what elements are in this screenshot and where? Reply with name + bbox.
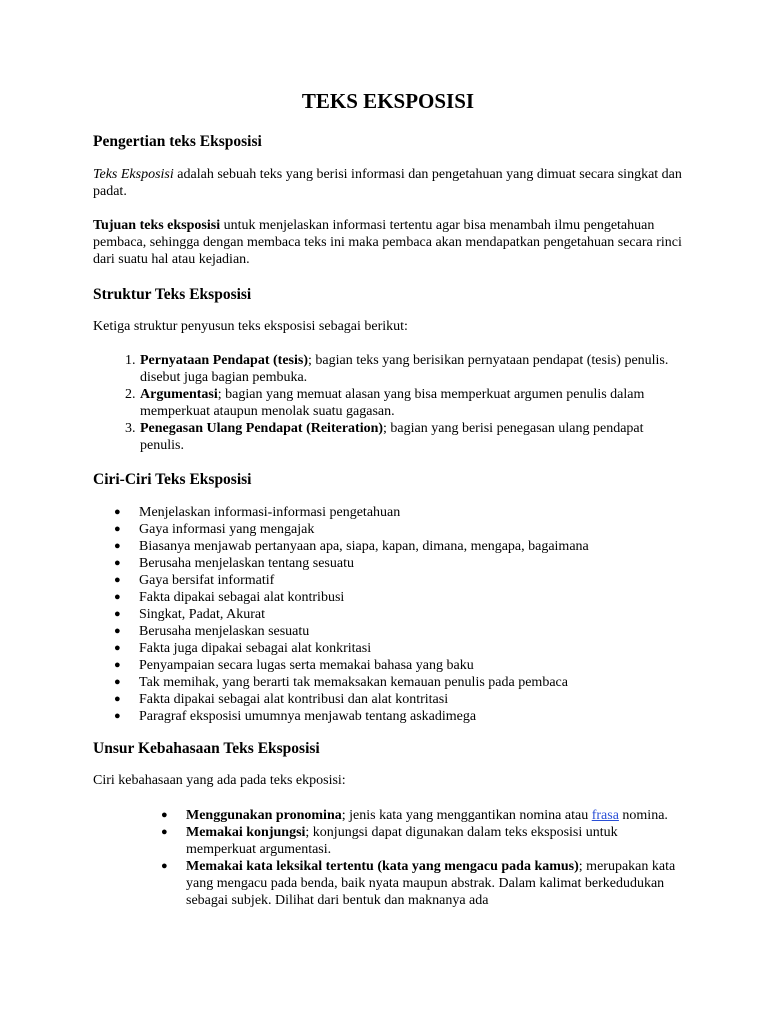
struktur-intro: Ketiga struktur penyusun teks eksposisi sebagai berikut: bbox=[93, 319, 408, 334]
bullet-icon: ● bbox=[114, 608, 121, 620]
bullet-icon: ● bbox=[114, 693, 121, 705]
paragraph-purpose: Tujuan teks eksposisi untuk menjelaskan informasi tertentu agar bisa menambah ilmu pengetahuan pembaca, sehingga dengan membaca teks ini maka pembaca akan mendapatkan pengetahuan secara rinci dari suatu hal atau kejadian. bbox=[93, 218, 682, 267]
list-item: ● Fakta juga dipakai sebagai alat konkritasi bbox=[114, 641, 372, 656]
bullet-icon: ● bbox=[161, 809, 168, 821]
struktur-item: 3. Penegasan Ulang Pendapat (Reiteration); bagian yang berisi penegasan ulang pendapat penulis. bbox=[139, 420, 683, 454]
bullet-icon: ● bbox=[114, 659, 121, 671]
struktur-item: 1. Pernyataan Pendapat (tesis); bagian teks yang berisikan pernyataan pendapat (tesis) penulis. disebut juga bagian pembuka. bbox=[139, 352, 683, 386]
struktur-list bbox=[93, 352, 683, 454]
ciri-list bbox=[93, 504, 683, 725]
list-item: ● Paragraf eksposisi umumnya menjawab tentang askadimega bbox=[114, 709, 477, 724]
bullet-icon: ● bbox=[114, 540, 121, 552]
heading-unsur: Unsur Kebahasaan Teks Eksposisi bbox=[93, 740, 320, 757]
list-item: ● Fakta dipakai sebagai alat kontribusi dan alat kontritasi bbox=[114, 692, 449, 707]
bullet-icon: ● bbox=[114, 523, 121, 535]
bullet-icon: ● bbox=[114, 591, 121, 603]
term-teks-eksposisi: Teks Eksposisi bbox=[93, 167, 174, 182]
list-item: ● Berusaha menjelaskan tentang sesuatu bbox=[114, 556, 354, 571]
term-tujuan: Tujuan teks eksposisi bbox=[93, 218, 221, 233]
bullet-icon: ● bbox=[114, 557, 121, 569]
list-item: ● Memakai konjungsi; konjungsi dapat digunakan dalam teks eksposisi untuk memperkuat argumentasi. bbox=[161, 825, 618, 857]
bullet-icon: ● bbox=[114, 574, 121, 586]
list-item: ● Menjelaskan informasi-informasi pengetahuan bbox=[114, 505, 401, 520]
bullet-icon: ● bbox=[161, 826, 168, 838]
list-item: ● Gaya bersifat informatif bbox=[114, 573, 275, 588]
bullet-icon: ● bbox=[114, 506, 121, 518]
bullet-icon: ● bbox=[161, 860, 168, 872]
heading-pengertian: Pengertian teks Eksposisi bbox=[93, 133, 262, 150]
bullet-icon: ● bbox=[114, 625, 121, 637]
list-item: ● Memakai kata leksikal tertentu (kata yang mengacu pada kamus); merupakan kata yang mengacu pada benda, baik nyata maupun abstrak. Dalam kalimat berkedudukan sebagai subjek. Dilihat dari bentuk dan maknanya ada bbox=[161, 859, 676, 908]
document-page bbox=[93, 88, 683, 909]
list-item: ● Fakta dipakai sebagai alat kontribusi bbox=[114, 590, 345, 605]
bullet-icon: ● bbox=[114, 642, 121, 654]
list-item: ● Biasanya menjawab pertanyaan apa, siapa, kapan, dimana, mengapa, bagaimana bbox=[114, 539, 589, 554]
frasa-link[interactable]: frasa bbox=[591, 808, 619, 823]
heading-struktur: Struktur Teks Eksposisi bbox=[93, 286, 252, 303]
bullet-icon: ● bbox=[114, 676, 121, 688]
list-item: ● Gaya informasi yang mengajak bbox=[114, 522, 315, 537]
struktur-item: 2. Argumentasi; bagian yang memuat alasan yang bisa memperkuat argumen penulis dalam memperkuat ataupun menolak suatu gagasan. bbox=[139, 386, 683, 420]
bullet-icon: ● bbox=[114, 710, 121, 722]
heading-ciri: Ciri-Ciri Teks Eksposisi bbox=[93, 471, 252, 488]
unsur-list bbox=[93, 807, 683, 909]
list-item: ● Penyampaian secara lugas serta memakai bahasa yang baku bbox=[114, 658, 474, 673]
list-item: ● Singkat, Padat, Akurat bbox=[114, 607, 265, 622]
list-item: ● Menggunakan pronomina; jenis kata yang menggantikan nomina atau frasa nomina. bbox=[161, 808, 668, 823]
list-item: ● Tak memihak, yang berarti tak memaksakan kemauan penulis pada pembaca bbox=[114, 675, 568, 690]
list-item: ● Berusaha menjelaskan sesuatu bbox=[114, 624, 310, 639]
unsur-intro: Ciri kebahasaan yang ada pada teks ekposisi: bbox=[93, 773, 346, 788]
paragraph-definition: Teks Eksposisi adalah sebuah teks yang berisi informasi dan pengetahuan yang dimuat secara singkat dan padat. bbox=[93, 167, 682, 199]
document-title: TEKS EKSPOSISI bbox=[301, 89, 475, 113]
